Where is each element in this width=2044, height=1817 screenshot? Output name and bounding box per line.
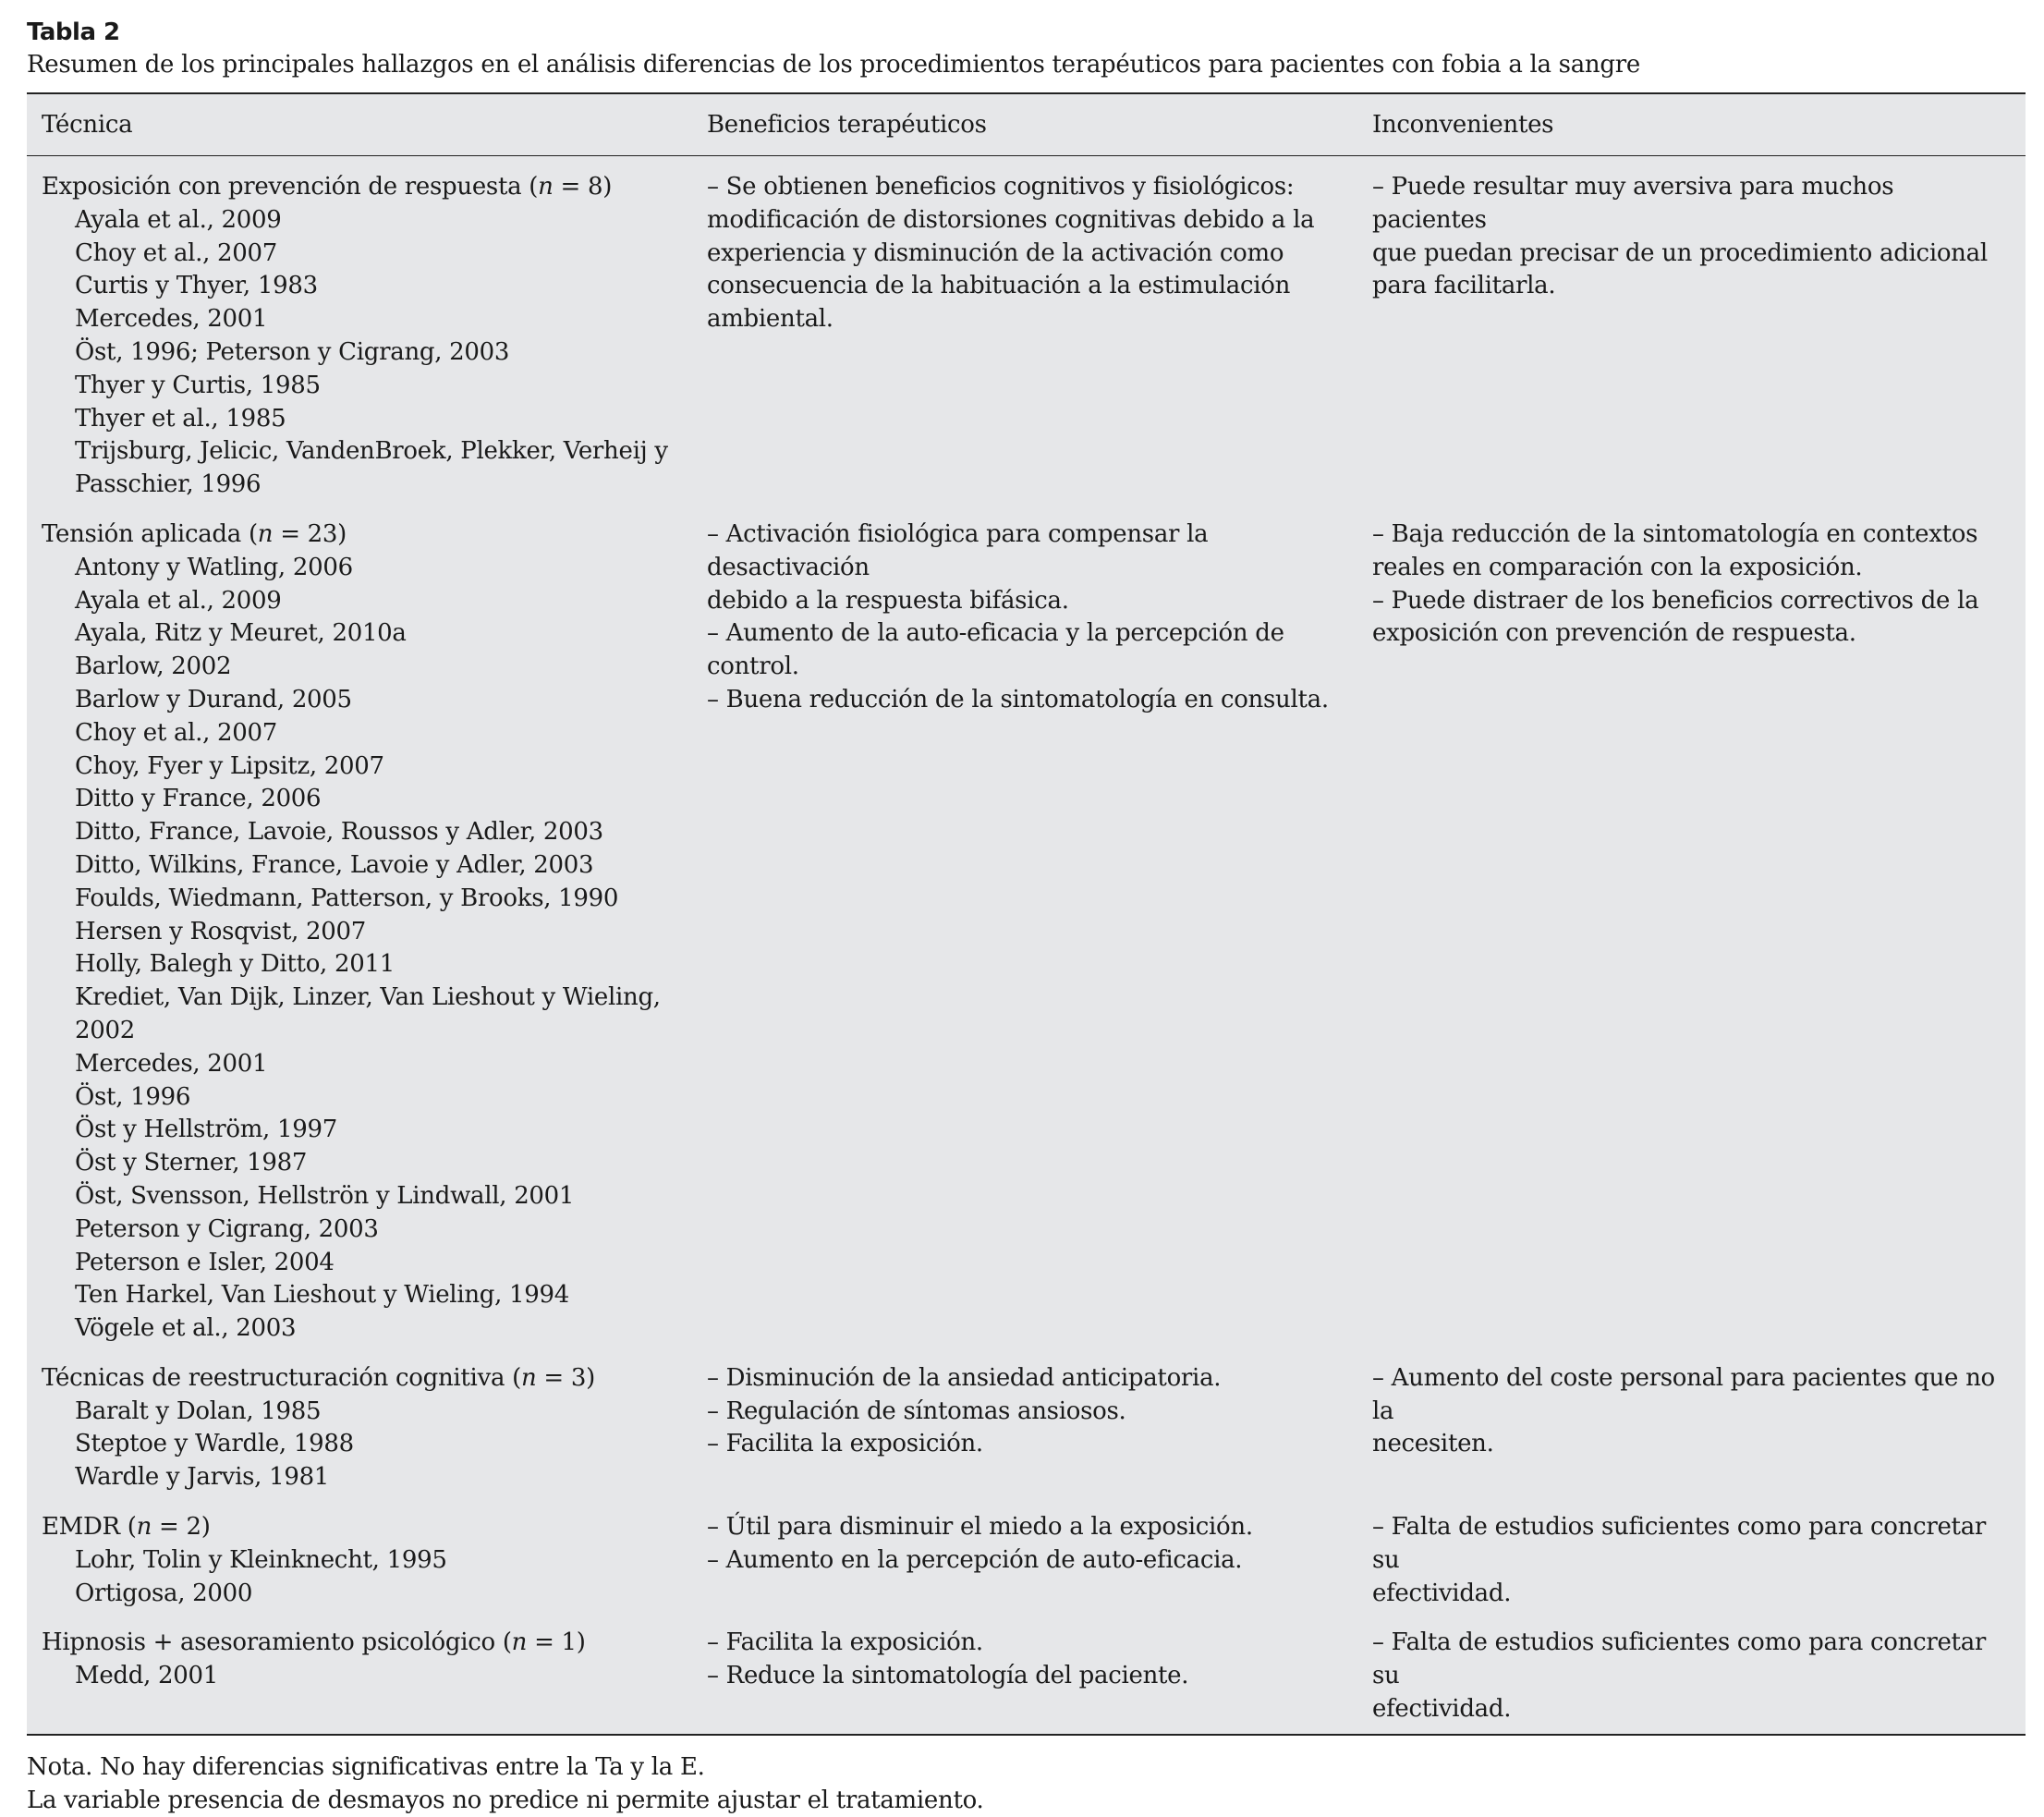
technique-cell: [27, 518, 692, 1362]
benefits-cell: [692, 1362, 1357, 1511]
benefits-cell: [692, 518, 1357, 1362]
table-notes: [27, 1750, 2026, 1817]
study-count-value: = 23): [273, 519, 347, 548]
table-row: [27, 1362, 2026, 1511]
drawback-line: – Falta de estudios suficientes como para concretar su: [1372, 1628, 1987, 1690]
reference-citation: Ayala, Ritz y Meuret, 2010a: [75, 619, 407, 648]
table-label: Tabla 2: [27, 18, 120, 46]
drawbacks-cell: [1357, 518, 2026, 1362]
reference-citation: Steptoe y Wardle, 1988: [75, 1430, 354, 1458]
reference-citation: Medd, 2001: [75, 1662, 218, 1690]
reference-citation: Thyer y Curtis, 1985: [75, 371, 321, 399]
table-header-row: [27, 94, 2026, 156]
benefit-line: – Útil para disminuir el miedo a la exposición.: [707, 1513, 1253, 1542]
reference-citation: Mercedes, 2001: [75, 1049, 268, 1078]
reference-citation: Thyer et al., 1985: [75, 404, 286, 433]
reference-citation: Hersen y Rosqvist, 2007: [75, 917, 366, 945]
reference-citation: Barlow, 2002: [75, 652, 232, 681]
reference-citation: Ditto y France, 2006: [75, 785, 322, 813]
benefit-line: – Aumento de la auto-eficacia y la percepción de: [707, 619, 1284, 648]
technique-cell: [27, 1362, 692, 1511]
technique-cell: [27, 156, 692, 518]
benefit-line: control.: [707, 652, 799, 681]
reference-citation: Öst y Hellström, 1997: [75, 1116, 337, 1144]
benefit-line: modificación de distorsiones cognitivas debido a la: [707, 205, 1315, 234]
reference-citation: Choy, Fyer y Lipsitz, 2007: [75, 751, 384, 780]
reference-citation: Choy et al., 2007: [75, 238, 278, 267]
column-header-benefits: Beneficios terapéuticos: [692, 94, 1357, 156]
technique-cell: [27, 1627, 692, 1733]
benefit-line: – Aumento en la percepción de auto-eficacia.: [707, 1545, 1243, 1574]
drawback-line: efectividad.: [1372, 1579, 1512, 1607]
drawback-line: exposición con prevención de respuesta.: [1372, 619, 1856, 648]
drawbacks-cell: [1357, 1362, 2026, 1511]
reference-citation: Öst, 1996: [75, 1082, 191, 1111]
reference-citation: Öst y Sterner, 1987: [75, 1149, 308, 1177]
benefit-line: – Se obtienen beneficios cognitivos y fisiológicos:: [707, 173, 1295, 201]
technique-cell: [27, 1511, 692, 1627]
study-count-open: (: [127, 1513, 137, 1542]
study-count-open: (: [248, 519, 258, 548]
reference-citation: Vögele et al., 2003: [75, 1314, 297, 1343]
study-count-open: (: [529, 173, 539, 201]
reference-citation: Krediet, Van Dijk, Linzer, Van Lieshout y Wieling, 2002: [75, 983, 661, 1044]
reference-citation: Foulds, Wiedmann, Patterson, y Brooks, 1990: [75, 884, 619, 912]
benefits-cell: [692, 1627, 1357, 1733]
benefit-line: – Buena reducción de la sintomatología en consulta.: [707, 685, 1329, 713]
drawbacks-cell: [1357, 156, 2026, 518]
reference-citation: Trijsburg, Jelicic, VandenBroek, Plekker, Verheij y: [75, 437, 668, 466]
technique-label: Técnicas de reestructuración cognitiva: [42, 1363, 505, 1392]
benefit-line: experiencia y disminución de la activación como: [707, 238, 1284, 267]
technique-label: EMDR: [42, 1513, 120, 1542]
reference-citation: Mercedes, 2001: [75, 305, 268, 334]
table-row: [27, 518, 2026, 1362]
reference-citation: Ayala et al., 2009: [75, 586, 282, 615]
reference-citation: Curtis y Thyer, 1983: [75, 272, 318, 300]
reference-citation: Ditto, France, Lavoie, Roussos y Adler, 2003: [75, 818, 603, 847]
benefit-line: – Disminución de la ansiedad anticipatoria.: [707, 1363, 1222, 1392]
benefit-line: – Facilita la exposición.: [707, 1628, 983, 1657]
table-row: [27, 1627, 2026, 1733]
findings-table: [27, 94, 2026, 1734]
table-container: [27, 92, 2026, 1736]
study-count-value: = 1): [527, 1628, 586, 1657]
column-header-drawbacks: Inconvenientes: [1357, 94, 2026, 156]
benefits-cell: [692, 156, 1357, 518]
technique-label: Hipnosis + asesoramiento psicológico: [42, 1628, 495, 1657]
reference-citation: Öst, 1996; Peterson y Cigrang, 2003: [75, 337, 510, 366]
reference-citation: Passchier, 1996: [75, 470, 262, 499]
drawback-line: – Puede distraer de los beneficios correctivos de la: [1372, 586, 1979, 615]
technique-label: Tensión aplicada: [42, 519, 241, 548]
column-header-technique: Técnica: [27, 94, 692, 156]
technique-name: [42, 1362, 677, 1396]
drawback-line: – Falta de estudios suficientes como para concretar su: [1372, 1513, 1987, 1574]
table-figure: [27, 17, 2026, 1817]
table-note: La variable presencia de desmayos no predice ni permite ajustar el tratamiento.: [27, 1786, 984, 1814]
table-row: [27, 156, 2026, 518]
reference-citation: Choy et al., 2007: [75, 718, 278, 747]
technique-name: [42, 171, 677, 204]
benefit-line: ambiental.: [707, 305, 833, 334]
benefit-line: consecuencia de la habituación a la estimulación: [707, 272, 1291, 300]
benefits-cell: [692, 1511, 1357, 1627]
drawback-line: – Aumento del coste personal para pacientes que no la: [1372, 1363, 1995, 1425]
study-count-value: = 3): [536, 1363, 595, 1392]
table-caption: Resumen de los principales hallazgos en el análisis diferencias de los procedimientos terapéuticos para pacientes con fobia a la sangre: [27, 51, 1640, 79]
drawback-line: para facilitarla.: [1372, 272, 1556, 300]
drawback-line: – Baja reducción de la sintomatología en contextos: [1372, 519, 1978, 548]
study-count-symbol: n: [538, 173, 554, 201]
study-count-symbol: n: [520, 1363, 537, 1392]
reference-citation: Ten Harkel, Van Lieshout y Wieling, 1994: [75, 1281, 570, 1310]
reference-citation: Öst, Svensson, Hellströn y Lindwall, 2001: [75, 1181, 575, 1210]
reference-citation: Ortigosa, 2000: [75, 1579, 253, 1607]
benefit-line: – Regulación de síntomas ansiosos.: [707, 1396, 1126, 1425]
reference-citation: Ayala et al., 2009: [75, 205, 282, 234]
technique-label: Exposición con prevención de respuesta: [42, 173, 522, 201]
technique-name: [42, 1627, 677, 1660]
study-count-symbol: n: [136, 1513, 152, 1542]
table-row: [27, 1511, 2026, 1627]
study-count-open: (: [502, 1628, 512, 1657]
drawback-line: que puedan precisar de un procedimiento adicional: [1372, 238, 1988, 267]
reference-citation: Peterson e Isler, 2004: [75, 1248, 335, 1276]
study-count-value: = 8): [553, 173, 613, 201]
benefit-line: – Activación fisiológica para compensar la desactivación: [707, 519, 1209, 581]
drawback-line: reales en comparación con la exposición.: [1372, 553, 1863, 581]
reference-citation: Holly, Balegh y Ditto, 2011: [75, 950, 395, 979]
drawback-line: – Puede resultar muy aversiva para muchos pacientes: [1372, 173, 1894, 234]
table-body: [27, 156, 2026, 1734]
table-note: Nota. No hay diferencias significativas entre la Ta y la E.: [27, 1752, 705, 1781]
technique-name: [42, 518, 677, 552]
drawback-line: efectividad.: [1372, 1695, 1512, 1724]
drawbacks-cell: [1357, 1627, 2026, 1733]
technique-name: [42, 1511, 677, 1544]
reference-citation: Antony y Watling, 2006: [75, 553, 353, 581]
reference-citation: Baralt y Dolan, 1985: [75, 1396, 322, 1425]
study-count-value: = 2): [152, 1513, 211, 1542]
reference-citation: Wardle y Jarvis, 1981: [75, 1463, 330, 1492]
drawback-line: necesiten.: [1372, 1430, 1494, 1458]
study-count-symbol: n: [511, 1628, 528, 1657]
reference-citation: Lohr, Tolin y Kleinknecht, 1995: [75, 1545, 447, 1574]
benefit-line: debido a la respuesta bifásica.: [707, 586, 1069, 615]
reference-citation: Ditto, Wilkins, France, Lavoie y Adler, 2003: [75, 850, 594, 879]
study-count-open: (: [512, 1363, 521, 1392]
benefit-line: – Facilita la exposición.: [707, 1430, 983, 1458]
reference-citation: Peterson y Cigrang, 2003: [75, 1214, 379, 1243]
benefit-line: – Reduce la sintomatología del paciente.: [707, 1662, 1189, 1690]
study-count-symbol: n: [257, 519, 274, 548]
drawbacks-cell: [1357, 1511, 2026, 1627]
reference-citation: Barlow y Durand, 2005: [75, 685, 352, 713]
